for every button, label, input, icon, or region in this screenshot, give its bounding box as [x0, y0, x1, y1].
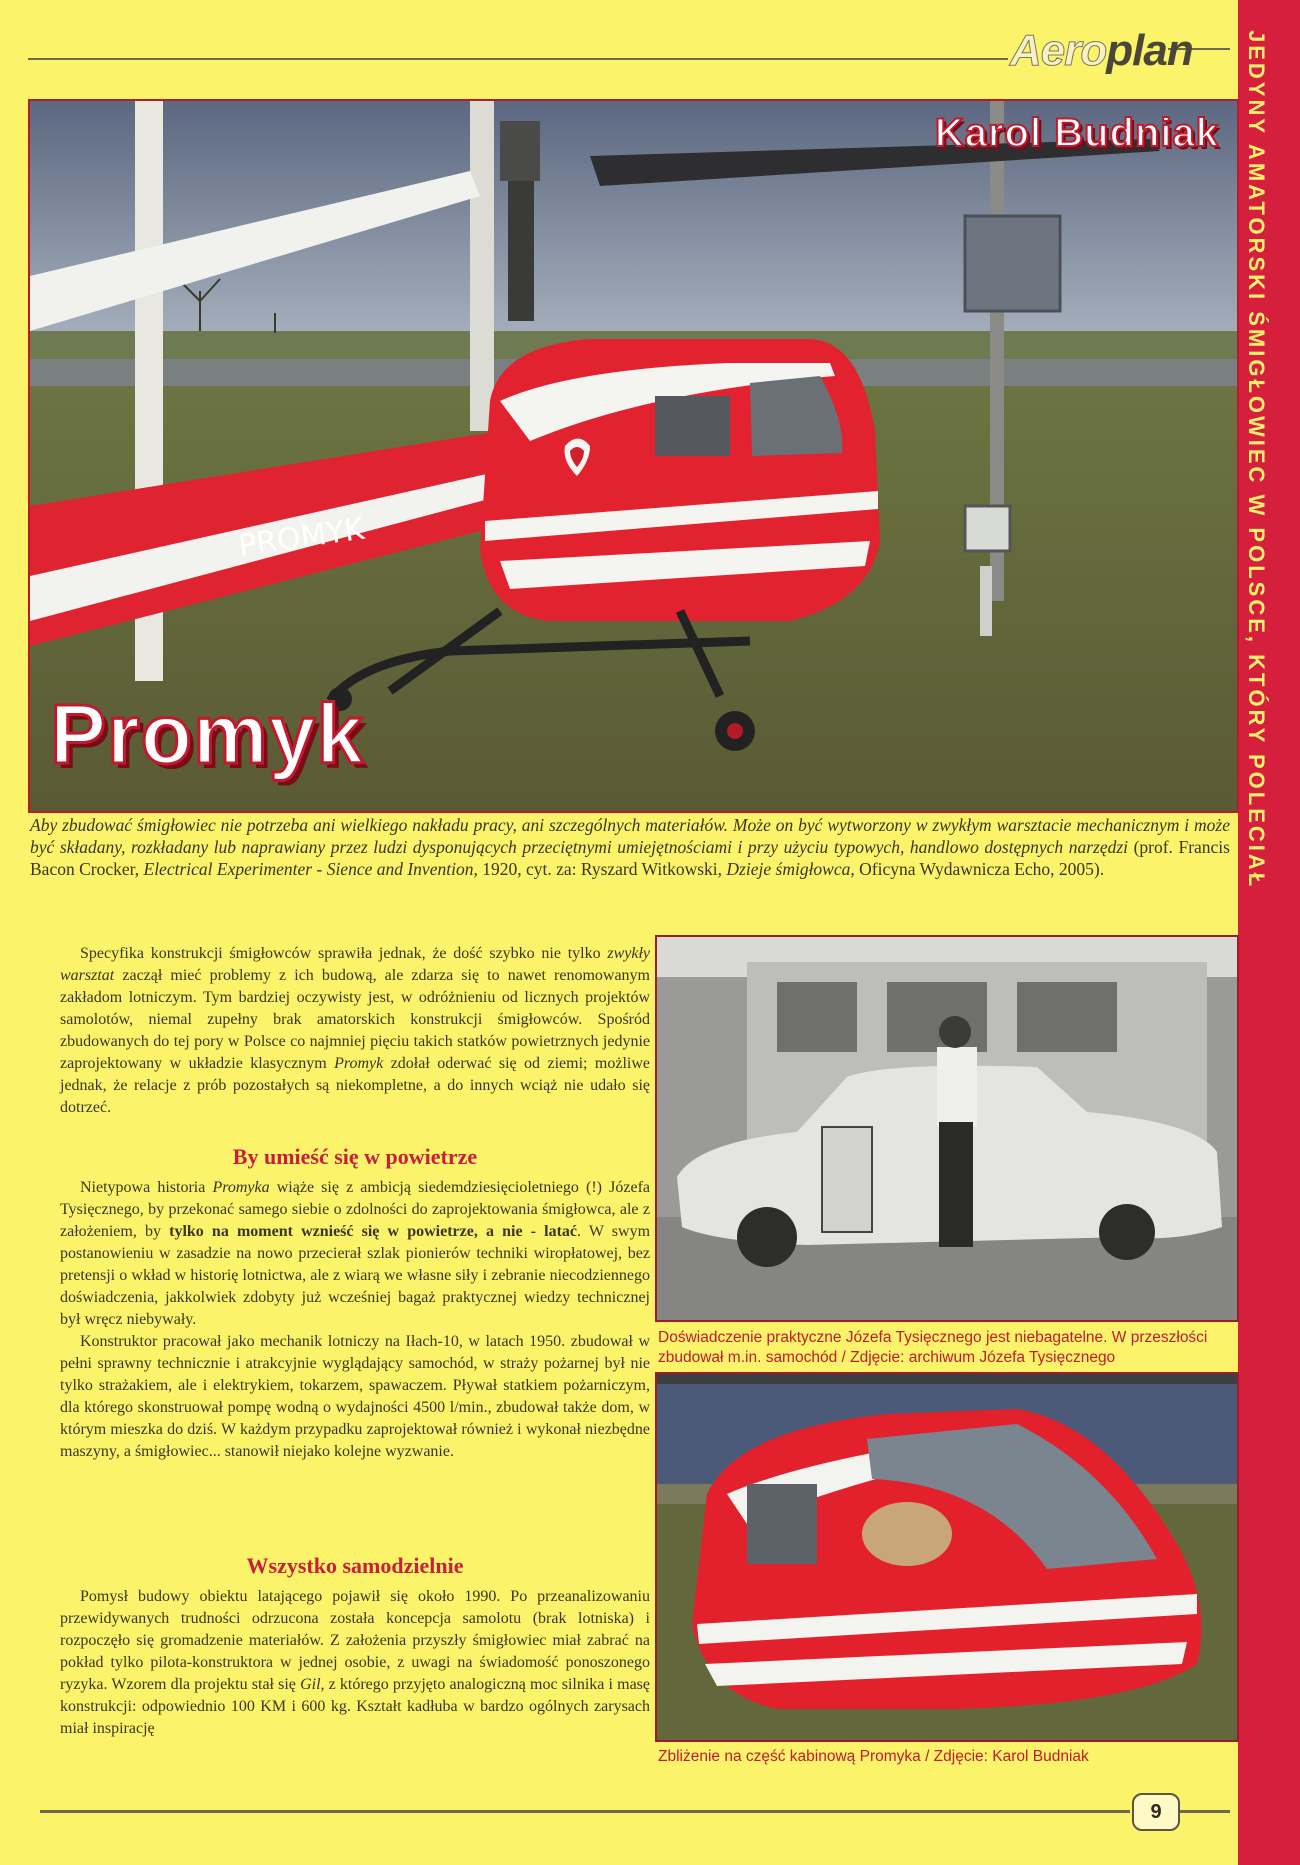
intro-quote: [30, 814, 1230, 880]
car-photo-caption: Doświadczenie praktyczne Józefa Tysięcznego jest niebagatelne. W przeszłości zbudował m.in. samochód / Zdjęcie: archiwum Józefa Tysięcznego: [658, 1329, 1208, 1366]
logo-part2: plan: [1106, 26, 1193, 75]
quote-ref-c: , 1920, cyt. za: Ryszard Witkowski,: [473, 859, 723, 879]
intro-text-b: zwykły warsztat: [60, 945, 651, 984]
section2-heading: Wszystko samodzielnie: [246, 1553, 464, 1578]
article-title: Promyk: [50, 687, 365, 781]
s1-paragraph-2: Konstruktor pracował jako mechanik lotniczy na Iłach-10, w latach 1950. zbudował w pełni sprawny technicznie i atrakcyjnie wyglądający samochód, w straży pożarnej był nie tylko strażakiem, ale i elektrykiem, tokarzem, spawaczem. Pływał statkiem pożarniczym, dla którego skonstruował pompę wodną o wydajności 4500 l/min., zbudował także dom, w którym mieszka do dziś. W każdym przypadku zaprojektował również i wykonał niezbędne maszyny, a śmigłowiec... stanowił niejako kolejne wyzwanie.: [60, 1333, 650, 1460]
intro-paragraph: [60, 943, 650, 1119]
section1-heading: By umieść się w powietrze: [232, 1144, 478, 1169]
intro-text-c: zaczął mieć problemy z ich budową, ale zdarza się to nawet renomowanym zakładom lotniczym. Tym bardziej oczywisty jest, w odróżnieniu od licznych projektów samolotów, niemal zupełny brak amatorskich konstrukcji śmigłowców. Spośród zbudowanych do tej pory w Polsce co najmniej pięciu takich statków powietrznych jedynie zaprojektowany w układzie klasycznym: [60, 967, 651, 1072]
car-photo-illustration: [657, 937, 1237, 1320]
intro-text-a: Specyfika konstrukcji śmigłowców sprawiła jednak, że dość szybko nie tylko: [80, 945, 601, 962]
intro-text-d: Promyk: [334, 1055, 384, 1072]
cabin-photo-illustration: [657, 1374, 1237, 1740]
quote-ref-a: (prof. Francis Bacon Crocker,: [30, 837, 1230, 879]
s1-text-e: . W swym postanowieniu w zasadzie na nowo przecierał szlak pionierów techniki wiropłatowej, bez pretensji o wkład w historię lotnictwa, ale z wiarą we własne siły i zebranie niecodziennego doświadczenia, jakkolwiek zdobyty już wcześniej bagaż praktycznej wiedzy technicznej był wręcz niebywały.: [60, 1223, 651, 1328]
footer-rule-left: [40, 1810, 1130, 1813]
logo-part1: Aero: [1010, 26, 1107, 75]
footer-rule-right: [1178, 1810, 1230, 1813]
cabin-photo-caption: Zbliżenie na część kabinową Promyka / Zdjęcie: Karol Budniak: [658, 1748, 1089, 1765]
author-name: Karol Budniak: [934, 111, 1219, 155]
page-number: 9: [1132, 1793, 1180, 1831]
s1-text-b: Promyka: [212, 1179, 270, 1196]
section2-body: [60, 1586, 650, 1740]
quote-ref-d: Dzieje śmigłowca: [726, 859, 851, 879]
header-rule-left: [28, 58, 1008, 60]
s2-text-a: Pomysł budowy obiektu latającego pojawił się około 1990. Po przeanalizowaniu przewidywanych trudności odrzucona została koncepcja samolotu (brak lotniska) i rozpoczęło się gromadzenie materiałów. Z założenia przyszły śmigłowiec miał zabrać na pokład tylko pilota-konstruktora w jednej osobie, z uwagi na świadomość ponoszonego ryzyka. Wzorem dla projektu stał się: [60, 1588, 650, 1693]
s1-text-c: wiąże się z ambicją siedemdziesięcioletniego (!) Józefa Tysięcznego, by przekonać samego siebie o zdolności do zaprojektowania śmigłowca, ale z założeniem, by: [60, 1179, 650, 1240]
car-photo: [655, 935, 1239, 1322]
side-band-text: JEDYNY AMATORSKI ŚMIGŁOWIEC W POLSCE, KTÓRY POLECIAŁ: [1244, 30, 1269, 890]
s1-text-a: Nietypowa historia: [80, 1179, 206, 1196]
s2-text-c: , z którego przyjęto analogiczną moc silnika i masę konstrukcji: odpowiednio 100 KM i 600 kg. Kształt kadłuba w bardzo ogólnych zarysach miał inspirację: [60, 1676, 651, 1737]
cabin-photo: [655, 1372, 1239, 1742]
quote-ref-e: , Oficyna Wydawnicza Echo, 2005).: [850, 859, 1105, 879]
intro-text-e: zdołał oderwać się od ziemi; możliwe jednak, że relacje z prób pozostałych są niekompletne, a do innych wciąż nie udało się dotrzeć.: [60, 1055, 651, 1116]
hero-photo: [28, 99, 1239, 813]
s1-text-bold: tylko na moment wznieść się w powietrze, a nie - latać: [169, 1223, 578, 1240]
quote-ref-b: Electrical Experimenter - Sience and Invention: [143, 859, 474, 879]
magazine-logo: [1010, 26, 1193, 76]
quote-text: Aby zbudować śmigłowiec nie potrzeba ani wielkiego nakładu pracy, ani szczególnych materiałów. Może on być wytworzony w zwykłym warsztacie mechanicznym i może być składany, rozkładany lub naprawiany przez ludzi dysponujących przeciętnymi umiejętnościami i przy użyciu typowych, handlowo dostępnych narzędzi: [30, 815, 1230, 857]
section1-body: [60, 1177, 650, 1463]
tail-label: PROMYK: [236, 511, 367, 564]
s2-text-b: Gil: [300, 1676, 321, 1693]
